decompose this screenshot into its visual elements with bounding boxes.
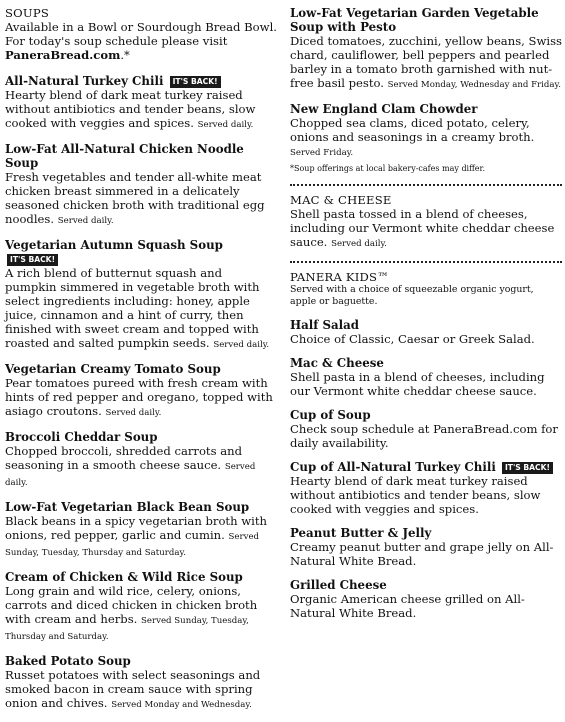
item-description: Pear tomatoes pureed with fresh cream with hints of red pepper and oregano, topped with asiago croutons. [5, 376, 273, 418]
item-note: Served daily. [213, 340, 270, 350]
menu-item-clam-chowder [290, 102, 562, 160]
item-description: Shell pasta in a blend of cheeses, including our Vermont white cheddar cheese sauce. [290, 370, 545, 398]
soups-section-title: SOUPS [5, 6, 49, 20]
kids-item-grilled-cheese [290, 578, 562, 620]
item-name: Cup of All-Natural Turkey Chili [290, 460, 496, 474]
item-note: Served daily. [57, 216, 114, 226]
item-note: Served daily. [5, 462, 256, 488]
item-note: Served Monday, Wednesday and Friday. [387, 80, 561, 90]
menu-item-chicken-noodle [5, 142, 277, 228]
item-name: Baked Potato Soup [5, 654, 131, 668]
kids-item-cup-of-soup [290, 408, 562, 450]
left-column [5, 6, 277, 722]
item-name: Cream of Chicken & Wild Rice Soup [5, 570, 243, 584]
item-description: Choice of Classic, Caesar or Greek Salad. [290, 332, 535, 346]
menu-item-baked-potato [5, 654, 277, 712]
menu-item-creamy-tomato [5, 362, 277, 420]
item-description: A rich blend of butternut squash and pumpkin simmered in vegetable broth with select ingredients including: honey, apple juice, cinnamon and a hint of curry, then finished with sweet cream and topped with roasted and salted pumpkin seeds. [5, 266, 260, 350]
item-description: Organic American cheese grilled on All-Natural White Bread. [290, 592, 525, 620]
item-description: Fresh vegetables and tender all-white meat chicken breast simmered in a delicately seasoned chicken broth with traditional egg noodles. [5, 170, 265, 226]
item-name: Vegetarian Autumn Squash Soup [5, 238, 223, 252]
item-description: Hearty blend of dark meat turkey raised without antibiotics and tender beans, slow cooked with veggies and spices. [290, 474, 541, 516]
soups-intro: Available in a Bowl or Sourdough Bread Bowl. For today's soup schedule please visit PaneraBread.com.* [5, 20, 277, 62]
menu-item-black-bean [5, 500, 277, 560]
soup-footnote: *Soup offerings at local bakery-cafes may differ. [290, 164, 486, 173]
item-description: Hearty blend of dark meat turkey raised without antibiotics and tender beans, slow cooked with veggies and spices. [5, 88, 256, 130]
item-name: Low-Fat Vegetarian Garden Vegetable Soup with Pesto [290, 6, 539, 34]
dotted-divider [290, 184, 562, 186]
mac-cheese-description: Shell pasta tossed in a blend of cheeses, including our Vermont white cheddar cheese sauce. Served daily. [290, 207, 555, 249]
menu-item-garden-vegetable [290, 6, 562, 92]
item-note: Served daily. [331, 239, 387, 249]
item-name: Vegetarian Creamy Tomato Soup [5, 362, 221, 376]
item-name: Cup of Soup [290, 408, 371, 422]
kids-item-pbj [290, 526, 562, 568]
menu-item-broccoli-cheddar [5, 430, 277, 490]
kids-item-half-salad [290, 318, 562, 346]
kids-section-title: PANERA KIDS™ [290, 270, 389, 284]
menu-item-turkey-chili [5, 74, 277, 132]
item-description: Chopped sea clams, diced potato, celery, onions and seasonings in a creamy broth. [290, 116, 535, 144]
kids-item-cup-turkey-chili [290, 460, 562, 516]
kids-item-mac-cheese [290, 356, 562, 398]
item-description: Creamy peanut butter and grape jelly on All-Natural White Bread. [290, 540, 554, 568]
item-note: Served daily. [197, 120, 254, 130]
item-note: Served Monday and Wednesday. [111, 700, 252, 710]
its-back-badge: IT'S BACK! [7, 254, 58, 266]
item-name: Mac & Cheese [290, 356, 384, 370]
panera-link[interactable]: PaneraBread.com [5, 48, 121, 62]
item-description: Black beans in a spicy vegetarian broth with onions, red pepper, garlic and cumin. [5, 514, 267, 542]
item-note: Served daily. [105, 408, 162, 418]
item-description: Long grain and wild rice, celery, onions, carrots and diced chicken in chicken broth with cream and herbs. [5, 584, 258, 626]
dotted-divider [290, 261, 562, 263]
right-column [290, 6, 562, 630]
item-note: Served Sunday, Tuesday, Thursday and Saturday. [5, 616, 249, 642]
kids-intro: Served with a choice of squeezable organic yogurt, apple or baguette. [290, 284, 534, 307]
item-note: Served Friday. [290, 148, 354, 158]
item-name: Peanut Butter & Jelly [290, 526, 432, 540]
its-back-badge: IT'S BACK! [502, 462, 553, 474]
mac-cheese-section-title: MAC & CHEESE [290, 193, 392, 207]
item-name: Grilled Cheese [290, 578, 387, 592]
item-description: Russet potatoes with select seasonings and smoked bacon in cream sauce with spring onion and chives. [5, 668, 261, 710]
its-back-badge: IT'S BACK! [170, 76, 221, 88]
item-name: Low-Fat Vegetarian Black Bean Soup [5, 500, 250, 514]
item-note: Served Sunday, Tuesday, Thursday and Saturday. [5, 532, 260, 558]
item-name: New England Clam Chowder [290, 102, 478, 116]
item-name: Half Salad [290, 318, 359, 332]
item-description: Diced tomatoes, zucchini, yellow beans, Swiss chard, cauliflower, bell peppers and pearled barley in a tomato broth garnished with nut-free basil pesto. [290, 34, 562, 90]
menu-item-chicken-wild-rice [5, 570, 277, 644]
item-name: Low-Fat All-Natural Chicken Noodle Soup [5, 142, 244, 170]
item-description: Chopped broccoli, shredded carrots and seasoning in a smooth cheese sauce. [5, 444, 243, 472]
item-name: All-Natural Turkey Chili [5, 74, 164, 88]
item-description: Check soup schedule at PaneraBread.com for daily availability. [290, 422, 558, 450]
menu-item-autumn-squash [5, 238, 277, 352]
item-name: Broccoli Cheddar Soup [5, 430, 158, 444]
